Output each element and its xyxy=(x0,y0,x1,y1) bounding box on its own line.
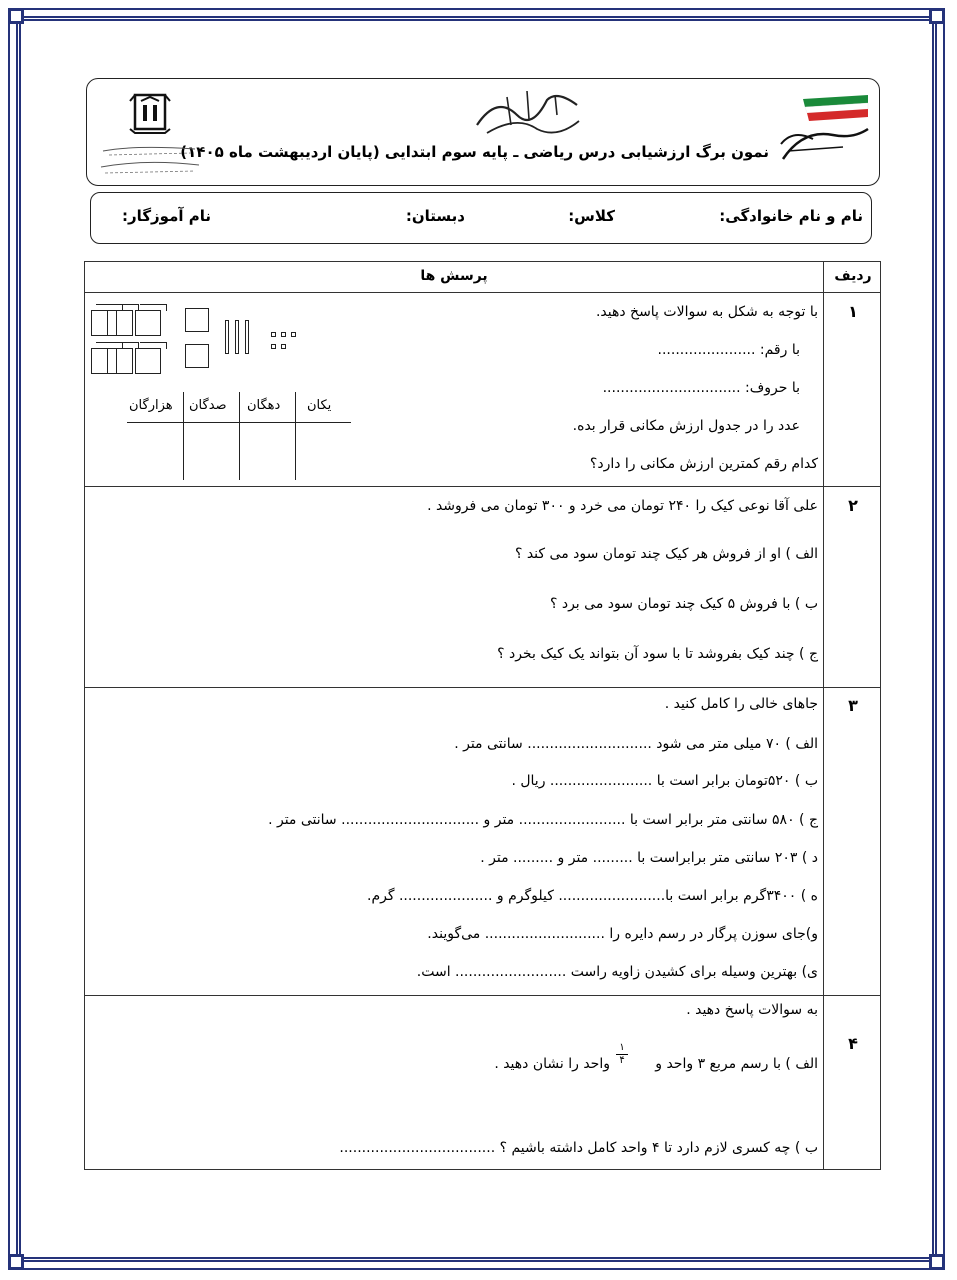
question-text: علی آقا نوعی کیک را ۲۴۰ تومان می خرد و ۳۰۰ تومان می فروشد . xyxy=(427,498,818,514)
questions-table xyxy=(84,261,881,1170)
place-value-tens: دهگان xyxy=(247,398,281,413)
thousand-cube-icon xyxy=(135,310,161,336)
question-text: ب ) چه کسری لازم دارد تا ۴ واحد کامل داشته باشیم ؟ ................................... xyxy=(339,1140,818,1156)
question-text: و)جای سوزن پرگار در رسم دایره را ........................... می‌گویند. xyxy=(427,926,818,942)
thousand-cube-icon xyxy=(107,310,133,336)
exam-header xyxy=(86,78,880,186)
question-text: عدد را در جدول ارزش مکانی قرار بده. xyxy=(572,418,800,434)
column-header-row: ردیف xyxy=(834,268,872,284)
question-text: ی) بهترین وسیله برای کشیدن زاویه راست ......................... است. xyxy=(416,964,818,980)
row-divider xyxy=(85,292,880,293)
question-text: د ) ۲۰۳ سانتی متر برابراست با ......... متر و ......... متر . xyxy=(480,850,818,866)
iran-school-logo xyxy=(773,89,873,169)
question-text: به سوالات پاسخ دهید . xyxy=(686,1002,818,1018)
place-value-hundreds: صدگان xyxy=(189,398,227,413)
question-text: الف ) با رسم مربع ۳ واحد و xyxy=(655,1056,818,1072)
class-field[interactable]: کلاس: xyxy=(568,207,615,225)
question-text: ج ) ۵۸۰ سانتی متر برابر است با ........................ متر و ............................... سانتی متر . xyxy=(268,812,818,828)
ten-rod-icon xyxy=(225,320,229,354)
fraction-denominator: ۴ xyxy=(616,1054,628,1067)
school-field[interactable]: دبستان: xyxy=(405,207,465,225)
question-text: با حروف: ............................... xyxy=(602,380,800,396)
question-text: ب ) ۵۲۰تومان برابر است با ....................... ریال . xyxy=(511,773,818,789)
bismillah-calligraphy xyxy=(467,85,587,141)
unit-cube-icon xyxy=(271,344,276,349)
unit-cube-icon xyxy=(281,344,286,349)
student-info-box xyxy=(90,192,872,244)
column-header-questions: پرسش ها xyxy=(420,268,488,284)
ten-rod-icon xyxy=(235,320,239,354)
corner-ornament xyxy=(8,1254,24,1270)
question-number: ۴ xyxy=(848,1034,858,1053)
exam-title: نمون برگ ارزشیابی درس ریاضی ـ پایه سوم ابتدایی (پایان اردیبهشت ماه ۱۴۰۵) xyxy=(180,143,769,161)
question-text: کدام رقم کمترین ارزش مکانی را دارد؟ xyxy=(589,456,818,472)
question-text: الف ) ۷۰ میلی متر می شود ............................ سانتی متر . xyxy=(454,736,818,752)
unit-cube-icon xyxy=(291,332,296,337)
question-number: ۲ xyxy=(848,496,858,515)
question-number: ۱ xyxy=(848,302,858,321)
row-divider xyxy=(85,995,880,996)
unit-cube-icon xyxy=(271,332,276,337)
unit-cube-icon xyxy=(281,332,286,337)
ten-rod-icon xyxy=(245,320,249,354)
question-text: با توجه به شکل به سوالات پاسخ دهید. xyxy=(595,304,818,320)
corner-ornament xyxy=(929,1254,945,1270)
fraction-one-quarter xyxy=(616,1042,628,1067)
question-text: با رقم: ...................... xyxy=(657,342,800,358)
question-text: ج ) چند کیک بفروشد تا با سود آن بتواند یک کیک بخرد ؟ xyxy=(497,646,818,662)
corner-ornament xyxy=(929,8,945,24)
education-department-logo xyxy=(95,89,205,179)
question-text: واحد را نشان دهید . xyxy=(494,1056,610,1072)
thousand-cube-icon xyxy=(107,348,133,374)
hundred-flat-icon xyxy=(185,344,209,368)
question-text: ه ) ۳۴۰۰گرم برابر است با........................ کیلوگرم و ..................... گرم. xyxy=(367,888,818,904)
teacher-field[interactable]: نام آموزگار: xyxy=(122,207,211,225)
question-text: الف ) او از فروش هر کیک چند تومان سود می کند ؟ xyxy=(514,546,818,562)
thousand-cube-icon xyxy=(135,348,161,374)
row-divider xyxy=(85,486,880,487)
place-value-ones: یکان xyxy=(307,398,332,413)
question-text: جاهای خالی را کامل کنید . xyxy=(664,696,818,712)
hundred-flat-icon xyxy=(185,308,209,332)
corner-ornament xyxy=(8,8,24,24)
question-text: ب ) با فروش ۵ کیک چند تومان سود می برد ؟ xyxy=(549,596,818,612)
fraction-numerator: ۱ xyxy=(619,1042,625,1053)
question-number: ۳ xyxy=(848,696,858,715)
student-name-field[interactable]: نام و نام خانوادگی: xyxy=(719,207,863,225)
column-divider xyxy=(823,262,824,1169)
place-value-thousands: هزارگان xyxy=(129,398,173,413)
row-divider xyxy=(85,687,880,688)
